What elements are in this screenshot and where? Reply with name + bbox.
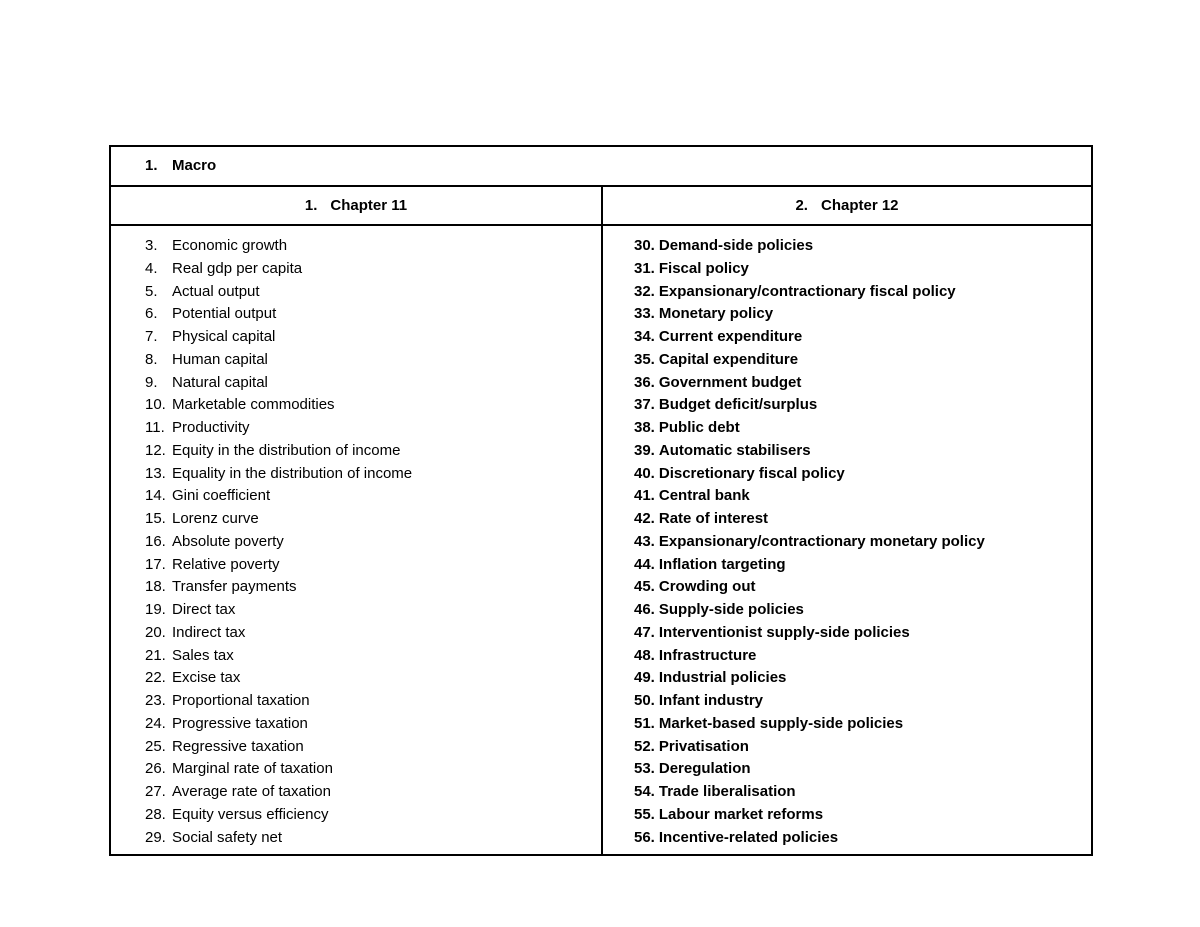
term-label: Human capital (172, 350, 268, 368)
term-number: 35. (634, 350, 655, 368)
chapter-12-term-item (634, 303, 985, 326)
chapter-11-term-item (145, 372, 412, 395)
term-label: Expansionary/contractionary monetary policy (658, 532, 985, 550)
term-number: 43. (634, 532, 655, 550)
chapter-12-term-item (634, 281, 985, 304)
chapter-11-term-item (145, 349, 412, 372)
chapter-11-term-item (145, 758, 412, 781)
term-number: 48. (634, 646, 655, 664)
term-number: 55. (634, 805, 655, 823)
chapter-12-term-item (634, 235, 985, 258)
term-label: Direct tax (172, 601, 236, 618)
section-label: Macro (172, 157, 217, 174)
chapter-12-term-item (634, 690, 985, 713)
term-number: 13. (145, 464, 166, 482)
term-label: Natural capital (172, 373, 268, 391)
term-number: 51. (634, 714, 655, 732)
chapter-11-term-item (145, 576, 412, 599)
term-label: Current expenditure (658, 328, 803, 345)
chapter-11-term-item (145, 281, 412, 304)
term-number: 27. (145, 783, 166, 800)
term-number: 10. (145, 396, 166, 414)
term-label: Discretionary fiscal policy (658, 464, 845, 482)
term-number: 14. (145, 487, 166, 505)
chapter-12-term-item (634, 645, 985, 668)
chapter-12-term-item (634, 622, 985, 645)
term-number: 31. (634, 259, 655, 277)
chapter-12-term-item (634, 531, 985, 554)
chapter-12-term-item (634, 599, 985, 622)
chapter-11-title: Chapter 11 (330, 197, 408, 214)
term-number: 11. (145, 419, 165, 436)
term-number: 26. (145, 760, 166, 778)
chapter-11-number: 1. (304, 197, 318, 214)
chapter-12-number: 2. (795, 197, 808, 214)
term-number: 16. (145, 532, 166, 550)
term-label: Infrastructure (658, 646, 757, 664)
chapter-11-term-item (145, 440, 412, 463)
term-label: Economic growth (172, 237, 288, 254)
term-number: 54. (634, 783, 655, 800)
terms-table (109, 145, 1093, 856)
term-number: 25. (145, 737, 166, 755)
term-number: 15. (145, 510, 166, 527)
term-number: 50. (634, 692, 655, 709)
term-number: 24. (145, 714, 166, 732)
chapter-12-term-item (634, 417, 985, 440)
term-number: 34. (634, 328, 655, 345)
term-number: 9. (145, 373, 158, 391)
term-number: 12. (145, 441, 166, 459)
chapter-12-term-item (634, 258, 985, 281)
chapter-12-term-item (634, 394, 985, 417)
term-number: 8. (145, 350, 158, 368)
term-number: 53. (634, 760, 655, 778)
term-number: 22. (145, 669, 166, 687)
chapter-11-term-item (145, 645, 412, 668)
term-number: 33. (634, 305, 655, 323)
term-label: Equity in the distribution of income (172, 441, 401, 459)
chapter-11-term-item (145, 417, 412, 440)
term-label: Public debt (658, 419, 740, 436)
term-label: Regressive taxation (172, 737, 304, 755)
chapter-11-term-item (145, 781, 412, 804)
term-number: 23. (145, 692, 166, 709)
term-number: 49. (634, 669, 655, 687)
term-label: Equality in the distribution of income (172, 464, 413, 482)
term-label: Average rate of taxation (172, 783, 331, 800)
term-number: 7. (145, 328, 158, 345)
term-number: 40. (634, 464, 655, 482)
chapter-11-term-item (145, 599, 412, 622)
term-label: Proportional taxation (172, 692, 310, 709)
term-label: Social safety net (172, 828, 283, 846)
term-label: Central bank (658, 487, 750, 505)
term-number: 17. (145, 555, 166, 573)
chapter-11-term-item (145, 303, 412, 326)
chapter-11-term-item (145, 736, 412, 759)
chapter-12-term-item (634, 827, 985, 850)
chapter-12-term-item (634, 463, 985, 486)
term-number: 46. (634, 601, 655, 618)
term-label: Equity versus efficiency (172, 805, 329, 823)
chapter-12-term-item (634, 758, 985, 781)
term-label: Demand-side policies (658, 237, 814, 254)
chapter-12-term-item (634, 576, 985, 599)
chapter-11-header (111, 187, 601, 224)
chapter-12-term-item (634, 736, 985, 759)
term-label: Indirect tax (172, 623, 246, 641)
term-number: 28. (145, 805, 166, 823)
term-label: Trade liberalisation (658, 783, 796, 800)
term-number: 36. (634, 373, 655, 391)
term-label: Actual output (172, 282, 260, 300)
chapter-12-term-item (634, 349, 985, 372)
chapter-11-terms-list (145, 235, 412, 849)
term-label: Capital expenditure (658, 350, 799, 368)
chapter-11-term-item (145, 622, 412, 645)
chapter-12-term-item (634, 372, 985, 395)
term-number: 30. (634, 237, 655, 254)
term-label: Monetary policy (658, 305, 774, 323)
term-label: Excise tax (172, 669, 241, 687)
chapter-11-term-item (145, 463, 412, 486)
term-label: Inflation targeting (658, 555, 786, 573)
section-number: 1. (145, 157, 158, 174)
term-number: 37. (634, 396, 655, 414)
chapter-12-term-item (634, 554, 985, 577)
term-number: 32. (634, 282, 655, 300)
term-label: Supply-side policies (658, 601, 804, 618)
chapter-11-term-item (145, 485, 412, 508)
term-number: 41. (634, 487, 655, 505)
term-label: Gini coefficient (172, 487, 271, 505)
term-number: 45. (634, 578, 655, 596)
chapter-12-terms-list (634, 235, 985, 849)
term-label: Sales tax (172, 646, 234, 664)
section-title (145, 157, 216, 174)
term-number: 29. (145, 828, 166, 846)
term-number: 6. (145, 305, 158, 323)
term-label: Real gdp per capita (172, 259, 303, 277)
term-number: 42. (634, 510, 655, 527)
term-label: Physical capital (172, 328, 276, 345)
term-number: 56. (634, 828, 655, 846)
chapter-12-term-item (634, 440, 985, 463)
term-label: Automatic stabilisers (658, 441, 811, 459)
chapter-12-title: Chapter 12 (820, 197, 899, 214)
term-label: Privatisation (658, 737, 749, 755)
term-number: 18. (145, 578, 166, 596)
term-label: Interventionist supply-side policies (658, 623, 910, 641)
chapter-11-term-item (145, 667, 412, 690)
column-divider (601, 187, 603, 854)
chapter-11-term-item (145, 531, 412, 554)
chapter-12-header (603, 187, 1091, 224)
chapter-11-term-item (145, 326, 412, 349)
term-label: Crowding out (658, 578, 756, 596)
term-label: Deregulation (658, 760, 751, 778)
term-label: Budget deficit/surplus (658, 396, 818, 414)
term-number: 5. (145, 282, 158, 300)
chapter-12-term-item (634, 326, 985, 349)
chapter-11-term-item (145, 554, 412, 577)
chapter-12-term-item (634, 804, 985, 827)
term-number: 3. (145, 237, 158, 254)
term-number: 20. (145, 623, 166, 641)
term-number: 44. (634, 555, 655, 573)
chapter-11-term-item (145, 258, 412, 281)
chapter-11-term-item (145, 394, 412, 417)
term-label: Labour market reforms (658, 805, 824, 823)
term-number: 47. (634, 623, 655, 641)
section-title-row (111, 147, 1091, 187)
chapter-11-term-item (145, 804, 412, 827)
term-label: Incentive-related policies (658, 828, 839, 846)
term-label: Lorenz curve (172, 510, 259, 527)
chapter-11-term-item (145, 690, 412, 713)
chapter-12-term-item (634, 508, 985, 531)
chapter-12-term-item (634, 781, 985, 804)
term-label: Market-based supply-side policies (658, 714, 904, 732)
term-label: Industrial policies (658, 669, 787, 687)
term-label: Expansionary/contractionary fiscal policy (658, 282, 956, 300)
term-label: Fiscal policy (658, 259, 749, 277)
chapter-11-term-item (145, 827, 412, 850)
term-number: 4. (145, 259, 158, 277)
chapter-11-term-item (145, 235, 412, 258)
term-label: Progressive taxation (172, 714, 308, 732)
chapter-11-term-item (145, 508, 412, 531)
term-label: Rate of interest (658, 510, 769, 527)
term-number: 38. (634, 419, 655, 436)
term-label: Infant industry (658, 692, 764, 709)
chapter-12-term-item (634, 713, 985, 736)
term-label: Marginal rate of taxation (172, 760, 333, 778)
term-label: Relative poverty (172, 555, 280, 573)
term-number: 52. (634, 737, 655, 755)
chapter-12-term-item (634, 667, 985, 690)
term-number: 21. (145, 646, 166, 664)
term-label: Productivity (172, 419, 250, 436)
term-label: Potential output (172, 305, 277, 323)
term-label: Marketable commodities (172, 396, 335, 414)
term-label: Government budget (658, 373, 802, 391)
chapter-12-term-item (634, 485, 985, 508)
term-label: Absolute poverty (172, 532, 284, 550)
term-label: Transfer payments (172, 578, 297, 596)
chapter-11-term-item (145, 713, 412, 736)
term-number: 39. (634, 441, 655, 459)
term-number: 19. (145, 601, 166, 618)
